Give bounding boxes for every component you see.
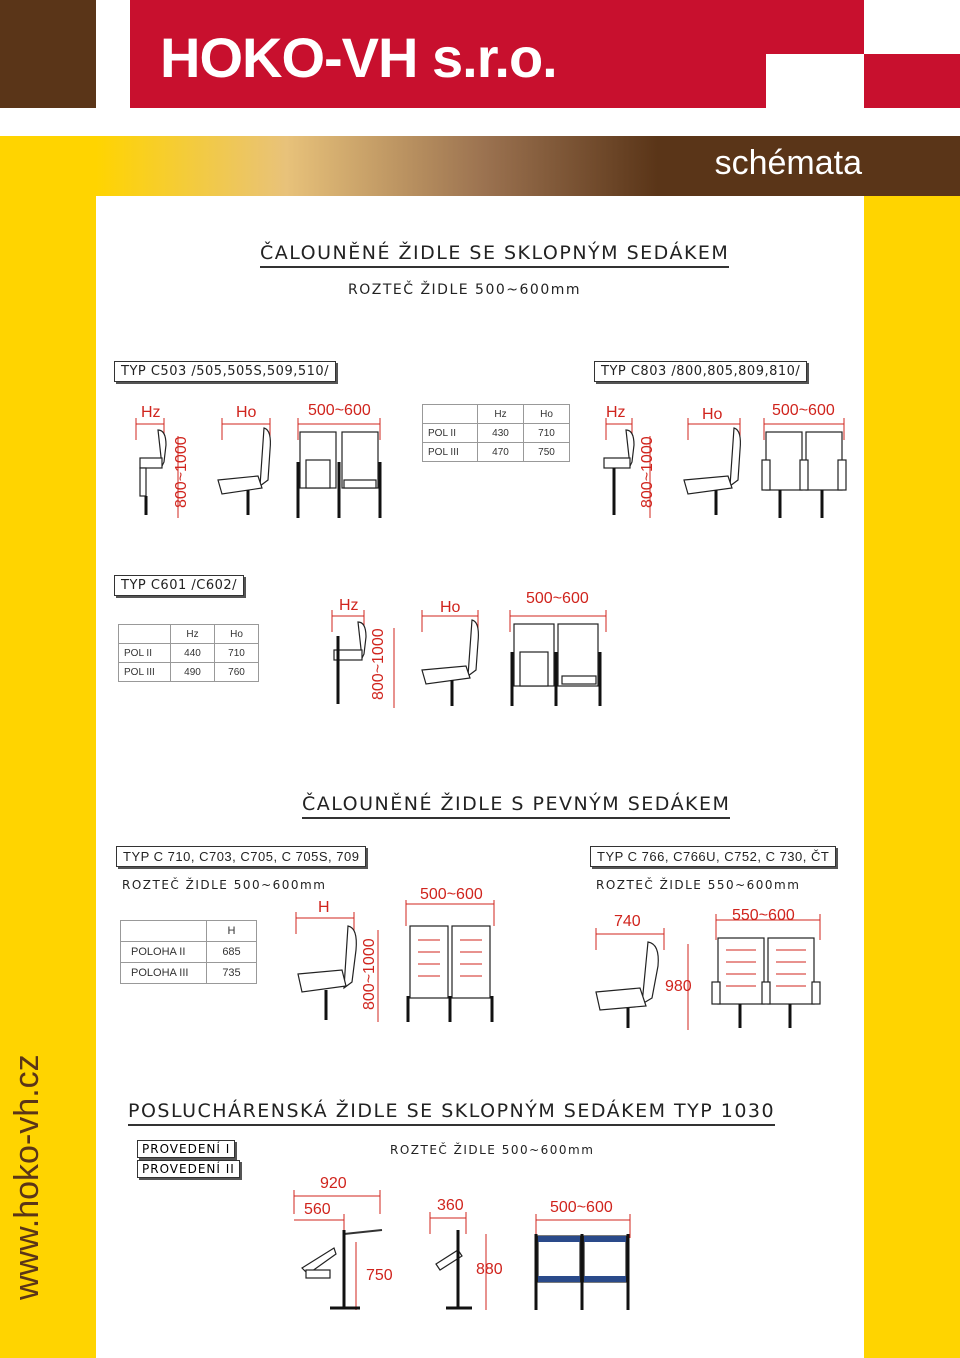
c710-height-dim: 800~1000 xyxy=(361,938,378,1010)
model1030-height-880-dim: 880 xyxy=(476,1261,503,1278)
dims-table-c503: Hz Ho POL II 430 710 POL III 470 750 xyxy=(422,404,570,462)
dims-table-c601: Hz Ho POL II 440 710 POL III 490 760 xyxy=(118,624,259,682)
provedeni-1-label: PROVEDENÍ I xyxy=(137,1140,235,1158)
type-c803-label: TYP C803 /800,805,809,810/ xyxy=(594,361,807,382)
c601-ho-dim: Ho xyxy=(440,599,461,616)
model1030-front-view xyxy=(536,1214,630,1310)
c803-hz-dim: Hz xyxy=(606,404,626,421)
model1030-depth-560-dim: 560 xyxy=(304,1201,331,1218)
c803-profile-view xyxy=(684,418,740,515)
c766-spacing-dim: 550~600 xyxy=(732,907,795,924)
section3-spacing-note: ROZTEČ ŽIDLE 500~600mm xyxy=(390,1143,595,1157)
c503-height-dim: 800~1000 xyxy=(173,436,190,508)
section-title: schémata xyxy=(714,144,862,182)
c601-height-dim: 800~1000 xyxy=(370,628,387,700)
c601-front-view xyxy=(510,610,606,706)
model1030-spacing-dim: 500~600 xyxy=(550,1199,613,1216)
c601-drawing xyxy=(318,592,610,712)
c503-ho-dim: Ho xyxy=(236,404,257,421)
c803-ho-dim: Ho xyxy=(702,406,723,423)
header-white-square xyxy=(766,54,864,108)
section2-title: ČALOUNĚNÉ ŽIDLE S PEVNÝM SEDÁKEM xyxy=(302,793,730,819)
type-c601-label: TYP C601 /C602/ xyxy=(114,575,244,596)
header-red-square xyxy=(864,54,960,108)
c710-h-dim: H xyxy=(318,899,330,916)
type-c766-label: TYP C 766, C766U, C752, C 730, ČT xyxy=(590,846,836,867)
section1-subtitle: ROZTEČ ŽIDLE 500~600mm xyxy=(348,282,582,298)
c710-front-view xyxy=(406,900,494,1022)
c503-spacing-dim: 500~600 xyxy=(308,402,371,419)
model1030-depth-920-dim: 920 xyxy=(320,1175,347,1192)
model1030-depth-360-dim: 360 xyxy=(437,1197,464,1214)
website-link[interactable]: www.hoko-vh.cz xyxy=(8,1054,46,1300)
c766-front-view xyxy=(712,914,820,1028)
type-c503-label: TYP C503 /505,505S,509,510/ xyxy=(114,361,336,382)
c803-height-dim: 800~1000 xyxy=(639,436,656,508)
c710-spacing-dim: 500~600 xyxy=(420,886,483,903)
c503-front-view xyxy=(298,418,380,518)
c803-front-view xyxy=(762,418,846,518)
c601-profile-view xyxy=(422,610,478,706)
c503-hz-dim: Hz xyxy=(141,404,161,421)
type-c710-label: TYP C 710, C703, C705, C 705S, 709 xyxy=(116,846,366,867)
c710-spacing-note: ROZTEČ ŽIDLE 500~600mm xyxy=(122,878,327,892)
c710-drawing xyxy=(286,900,496,1026)
c601-hz-dim: Hz xyxy=(339,597,359,614)
section1-title: ČALOUNĚNÉ ŽIDLE SE SKLOPNÝM SEDÁKEM xyxy=(260,242,729,268)
section3-title: POSLUCHÁRENSKÁ ŽIDLE SE SKLOPNÝM SEDÁKEM TYP 1030 xyxy=(128,1100,775,1126)
provedeni-2-label: PROVEDENÍ II xyxy=(137,1160,240,1178)
c503-side-view xyxy=(136,418,178,518)
model1030-height-750-dim: 750 xyxy=(366,1267,393,1284)
yellow-side-bar-right xyxy=(864,196,960,1358)
brand-logo-text: HOKO-VH s.r.o. xyxy=(160,26,557,89)
c766-depth-dim: 740 xyxy=(614,913,641,930)
c766-height-dim: 980 xyxy=(665,978,692,995)
c803-spacing-dim: 500~600 xyxy=(772,402,835,419)
dims-table-c710: H POLOHA II 685 POLOHA III 735 xyxy=(120,920,257,984)
c601-spacing-dim: 500~600 xyxy=(526,590,589,607)
c766-spacing-note: ROZTEČ ŽIDLE 550~600mm xyxy=(596,878,801,892)
header-brown-block xyxy=(0,0,96,108)
c503-profile-view xyxy=(218,418,270,515)
